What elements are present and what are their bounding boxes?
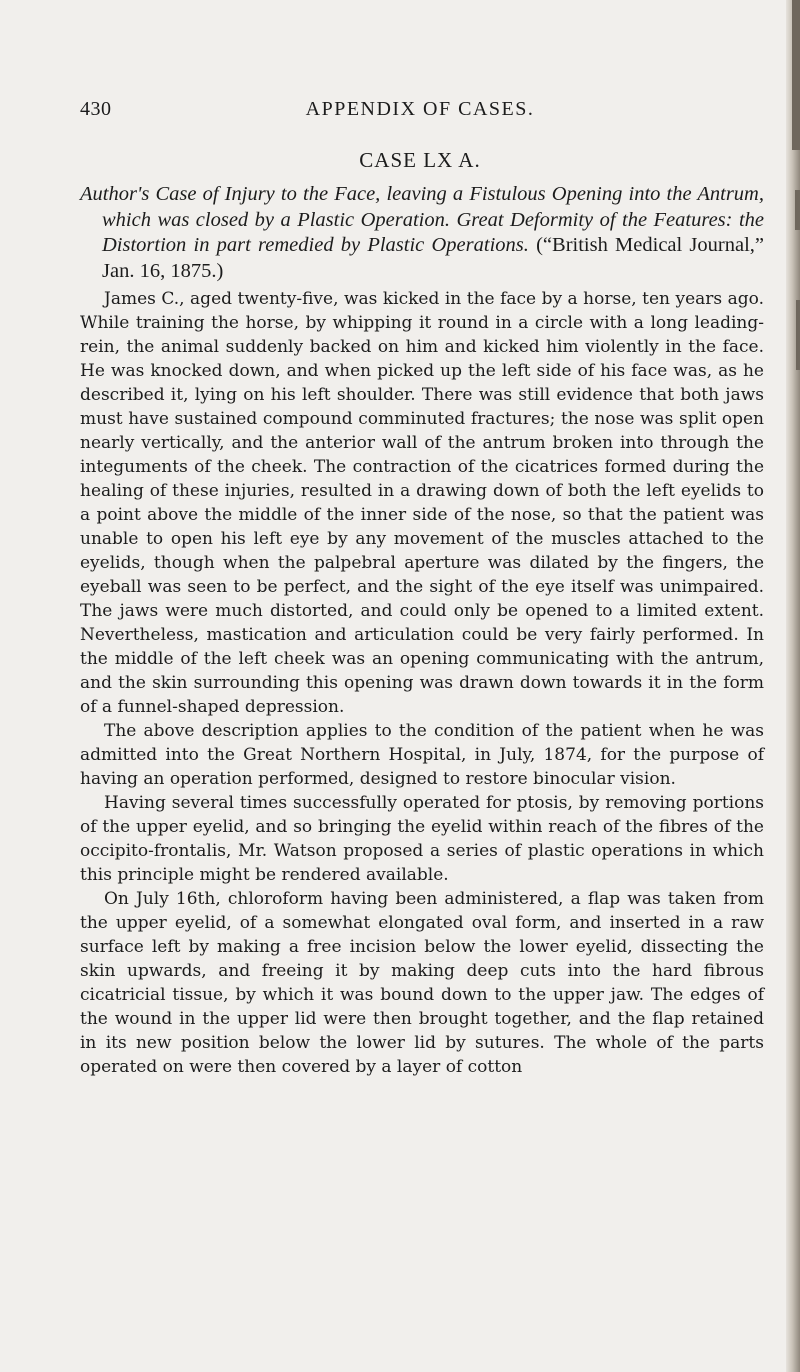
page-edge bbox=[786, 0, 800, 1372]
case-title: Author's Case of Injury to the Face, leaving a Fistulous Opening into the Antrum, which was closed by a Plastic Operation. Great Deformity of the Features: the Distortion in part remedied by Plastic Operations. bbox=[80, 183, 764, 256]
paragraph: James C., aged twenty-five, was kicked in the face by a horse, ten years ago. While training the horse, by whipping it round in a circle with a long leading-rein, the animal suddenly backed on him and kicked him violently in the face. He was knocked down, and when picked up the left side of his face was, as he described it, lying on his left shoulder. There was still evidence that both jaws must have sustained compound comminuted fractures; the nose was split open nearly vertically, and the anterior wall of the antrum broken into through the integuments of the cheek. The contraction of the cicatrices formed during the healing of these injuries, resulted in a drawing down of both the left eyelids to a point above the middle of the inner side of the nose, so that the patient was unable to open his left eye by any movement of the muscles attached to the eyelids, though when the palpebral aperture was dilated by the fingers, the eyeball was seen to be perfect, and the sight of the eye itself was unimpaired. The jaws were much distorted, and could only be opened to a limited extent. Nevertheless, mastication and articulation could be very fairly performed. In the middle of the left cheek was an opening communicating with the antrum, and the skin surrounding this opening was drawn down towards it in the form of a funnel-shaped depression. bbox=[80, 289, 764, 717]
page-number: 430 bbox=[80, 98, 112, 120]
page-edge-tab bbox=[792, 0, 800, 150]
paragraph: Having several times successfully operated for ptosis, by removing portions of the upper eyelid, and so bringing the eyelid within reach of the fibres of the occipito-frontalis, Mr. Watson proposed a series of plastic operations in which this principle might be rendered available. bbox=[80, 793, 764, 885]
paragraph: The above description applies to the condition of the patient when he was admitted into the Great Northern Hospital, in July, 1874, for the purpose of having an operation performed, designed to restore binocular vision. bbox=[80, 721, 764, 789]
case-title-block bbox=[80, 182, 764, 284]
running-title: APPENDIX OF CASES. bbox=[305, 98, 535, 120]
case-citation: (“British Medical Journal,” Jan. 16, 1875.) bbox=[102, 234, 764, 282]
running-head bbox=[80, 98, 760, 126]
case-heading: CASE LX A. bbox=[359, 148, 481, 172]
paragraph: On July 16th, chloroform having been administered, a flap was taken from the upper eyelid, of a somewhat elongated oval form, and inserted in a raw surface left by making a free incision below the lower eyelid, dissecting the skin upwards, and freeing it by making deep cuts into the hard fibrous cicatricial tissue, by which it was bound down to the upper jaw. The edges of the wound in the upper lid were then brought together, and the flap retained in its new position below the lower lid by sutures. The whole of the parts operated on were then covered by a layer of cotton bbox=[80, 889, 764, 1077]
body-text bbox=[80, 287, 764, 1079]
page-edge-tab bbox=[796, 300, 800, 370]
page-edge-tab bbox=[795, 190, 800, 230]
